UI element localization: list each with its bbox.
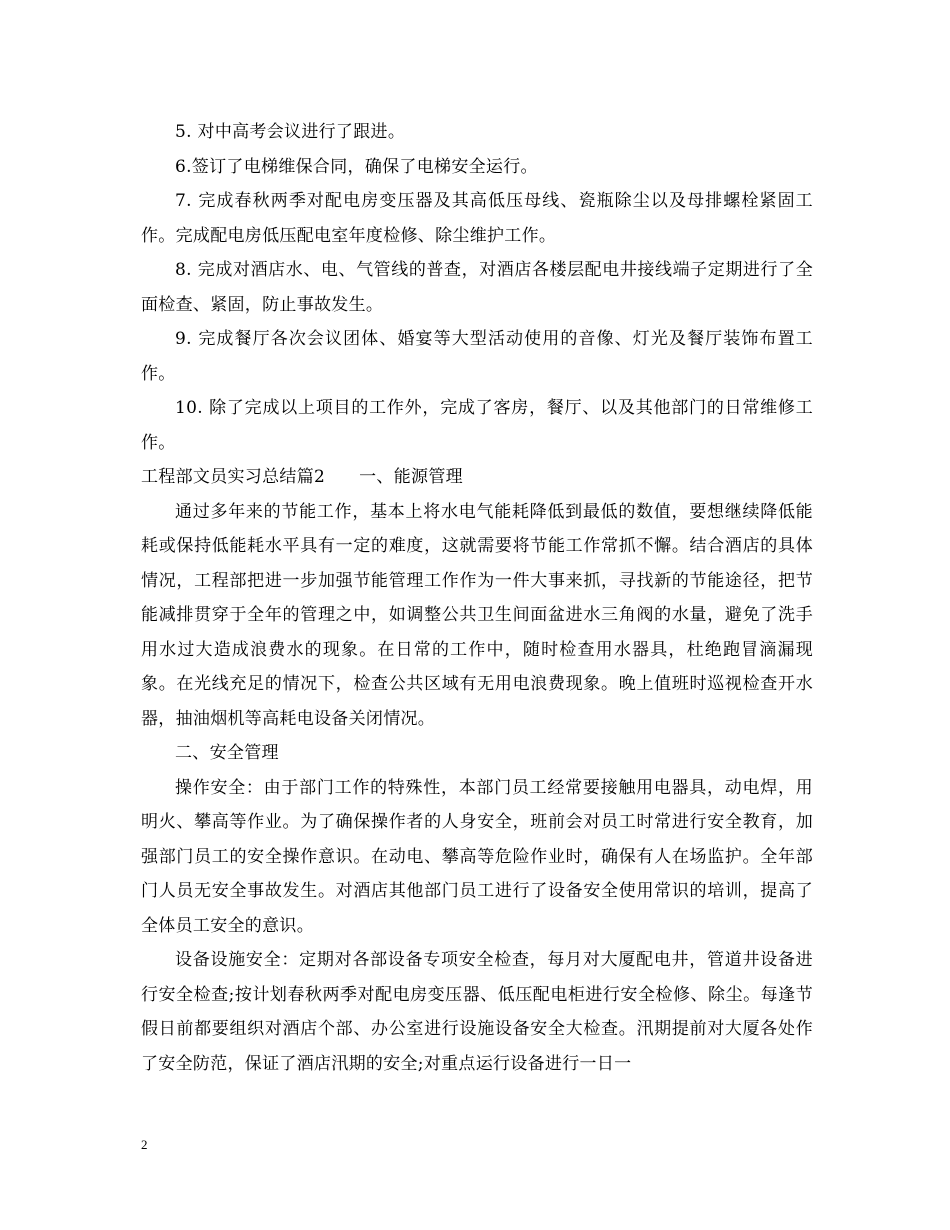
section-header-line <box>141 460 813 495</box>
energy-management-paragraph: 通过多年来的节能工作，基本上将水电气能耗降低到最低的数值，要想继续降低能耗或保持低能耗水平具有一定的难度，这就需要将节能工作常抓不懈。结合酒店的具体情况，工程部把进一步加强节能管理工作作为一件大事来抓，寻找新的节能途径，把节能减排贯穿于全年的管理之中，如调整公共卫生间面盆进水三角阀的水量，避免了洗手用水过大造成浪费水的现象。在日常的工作中，随时检查用水器具，杜绝跑冒滴漏现象。在光线充足的情况下，检查公共区域有无用电浪费现象。晚上值班时巡视检查开水器，抽油烟机等高耗电设备关闭情况。 <box>141 501 813 729</box>
section-heading: 一、能源管理 <box>359 467 463 487</box>
list-item-10: 10. 除了完成以上项目的工作外，完成了客房，餐厅、以及其他部门的日常维修工作。 <box>141 398 813 453</box>
list-item-8: 8. 完成对酒店水、电、气管线的普查，对酒店各楼层配电井接线端子定期进行了全面检查、紧固，防止事故发生。 <box>141 260 813 315</box>
list-item-7: 7. 完成春秋两季对配电房变压器及其高低压母线、瓷瓶除尘以及母排螺栓紧固工作。完成配电房低压配电室年度检修、除尘维护工作。 <box>141 191 813 246</box>
document-body <box>141 115 813 1081</box>
list-item-5: 5. 对中高考会议进行了跟进。 <box>175 122 406 142</box>
safety-management-heading: 二、安全管理 <box>175 743 279 763</box>
list-item-9: 9. 完成餐厅各次会议团体、婚宴等大型活动使用的音像、灯光及餐厅装饰布置工作。 <box>141 329 813 384</box>
list-item-6: 6.签订了电梯维保合同，确保了电梯安全运行。 <box>175 156 538 177</box>
page-number: 2 <box>141 1137 148 1152</box>
operation-safety-paragraph: 操作安全：由于部门工作的特殊性，本部门员工经常要接触用电器具，动电焊，用明火、攀高等作业。为了确保操作者的人身安全，班前会对员工时常进行安全教育，加强部门员工的安全操作意识。在动电、攀高等危险作业时，确保有人在场监护。全年部门人员无安全事故发生。对酒店其他部门员工进行了设备安全使用常识的培训，提高了全体员工安全的意识。 <box>141 777 813 936</box>
facility-safety-paragraph: 设备设施安全：定期对各部设备专项安全检查，每月对大厦配电井，管道井设备进行安全检查;按计划春秋两季对配电房变压器、低压配电柜进行安全检修、除尘。每逢节假日前都要组织对酒店个部、办公室进行设施设备安全大检查。汛期提前对大厦各处作了安全防范，保证了酒店汛期的安全;对重点运行设备进行一日一 <box>141 950 813 1074</box>
section-title: 工程部文员实习总结篇2 <box>141 467 326 487</box>
